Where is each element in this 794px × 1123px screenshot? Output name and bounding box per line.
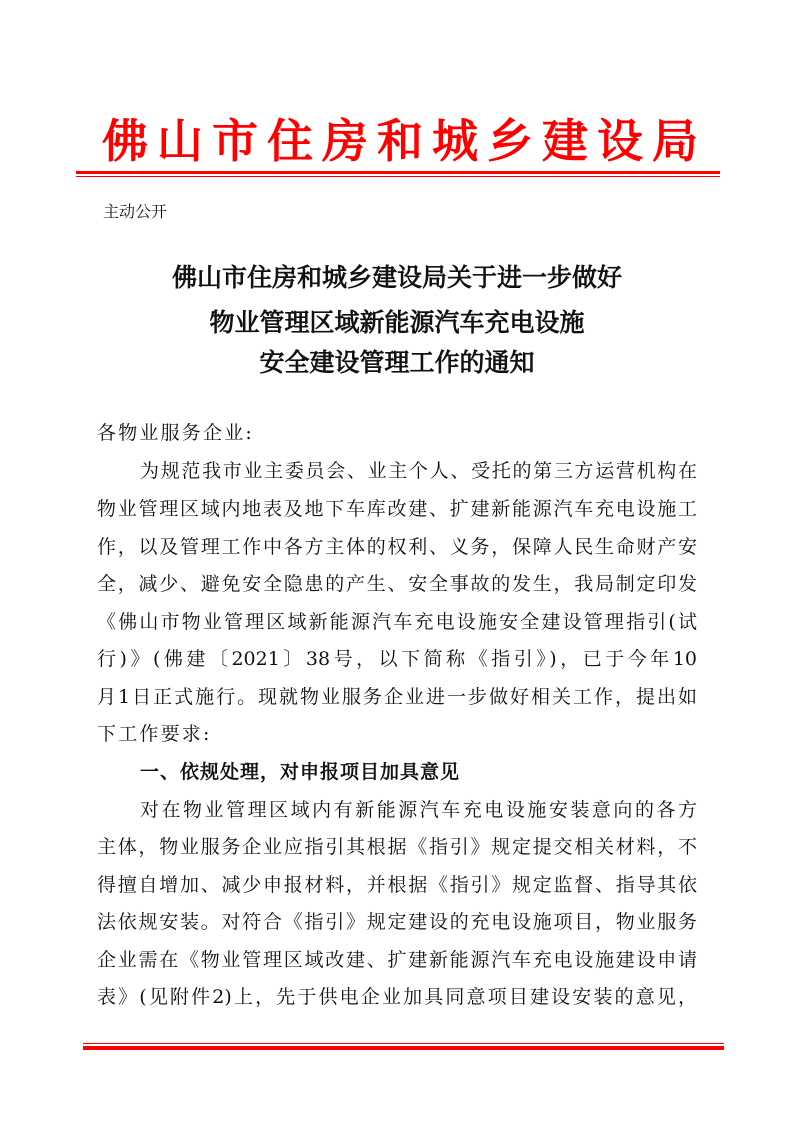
paragraph-2-line: 法依规安装。对符合《指引》规定建设的充电设施项目，物业服务 bbox=[97, 911, 697, 933]
letterhead-char: 和 bbox=[377, 114, 423, 168]
disclosure-label: 主动公开 bbox=[103, 202, 168, 221]
letterhead-char: 设 bbox=[597, 114, 643, 168]
paragraph-2-line: 企业需在《物业管理区域改建、扩建新能源汽车充电设施建设申请 bbox=[97, 949, 697, 971]
letterhead-rule-thin bbox=[76, 176, 720, 177]
paragraph-1-line: 为规范我市业主委员会、业主个人、受托的第三方运营机构在 bbox=[140, 460, 697, 482]
section-1-heading: 一、依规处理，对申报项目加具意见 bbox=[140, 761, 461, 783]
paragraph-1-line: 下工作要求: bbox=[97, 723, 212, 745]
paragraph-2-line: 得擅自增加、减少申报材料，并根据《指引》规定监督、指导其依 bbox=[97, 874, 697, 896]
footer-rule-thin bbox=[83, 1043, 724, 1044]
letterhead-rule-thick bbox=[76, 171, 720, 174]
letterhead-char: 住 bbox=[267, 114, 313, 168]
document-title-line-3: 安全建设管理工作的通知 bbox=[259, 348, 535, 377]
paragraph-1-line: 全，减少、避免安全隐患的产生、安全事故的发生，我局制定印发 bbox=[97, 573, 697, 595]
paragraph-1-line: 月1日正式施行。现就物业服务企业进一步做好相关工作，提出如 bbox=[97, 686, 697, 708]
paragraph-1-line: 行)》(佛建〔2021〕38号，以下简称《指引》)，已于今年10 bbox=[97, 648, 697, 670]
letterhead-char: 局 bbox=[652, 114, 698, 168]
letterhead-char: 房 bbox=[322, 114, 368, 168]
letterhead-title bbox=[100, 108, 700, 168]
letterhead-char: 佛 bbox=[102, 114, 148, 168]
document-title-line-1: 佛山市住房和城乡建设局关于进一步做好 bbox=[171, 263, 622, 292]
letterhead-char: 山 bbox=[157, 114, 203, 168]
paragraph-2-line: 主体，物业服务企业应指引其根据《指引》规定提交相关材料，不 bbox=[97, 836, 697, 858]
paragraph-2-line: 对在物业管理区域内有新能源汽车充电设施安装意向的各方 bbox=[140, 799, 697, 821]
document-title-line-2: 物业管理区域新能源汽车充电设施 bbox=[209, 308, 585, 337]
letterhead-char: 市 bbox=[212, 114, 258, 168]
paragraph-1-line: 《佛山市物业管理区域新能源汽车充电设施安全建设管理指引(试 bbox=[97, 611, 697, 633]
letterhead-char: 城 bbox=[432, 114, 478, 168]
letterhead-char: 建 bbox=[542, 114, 588, 168]
letterhead-char: 乡 bbox=[487, 114, 533, 168]
salutation: 各物业服务企业: bbox=[97, 422, 255, 444]
paragraph-2-line: 表》(见附件2)上，先于供电企业加具同意项目建设安装的意见， bbox=[97, 986, 697, 1008]
paragraph-1-line: 作，以及管理工作中各方主体的权利、义务，保障人民生命财产安 bbox=[97, 536, 697, 558]
paragraph-1-line: 物业管理区域内地表及地下车库改建、扩建新能源汽车充电设施工 bbox=[97, 498, 697, 520]
footer-rule-thick bbox=[83, 1046, 724, 1050]
